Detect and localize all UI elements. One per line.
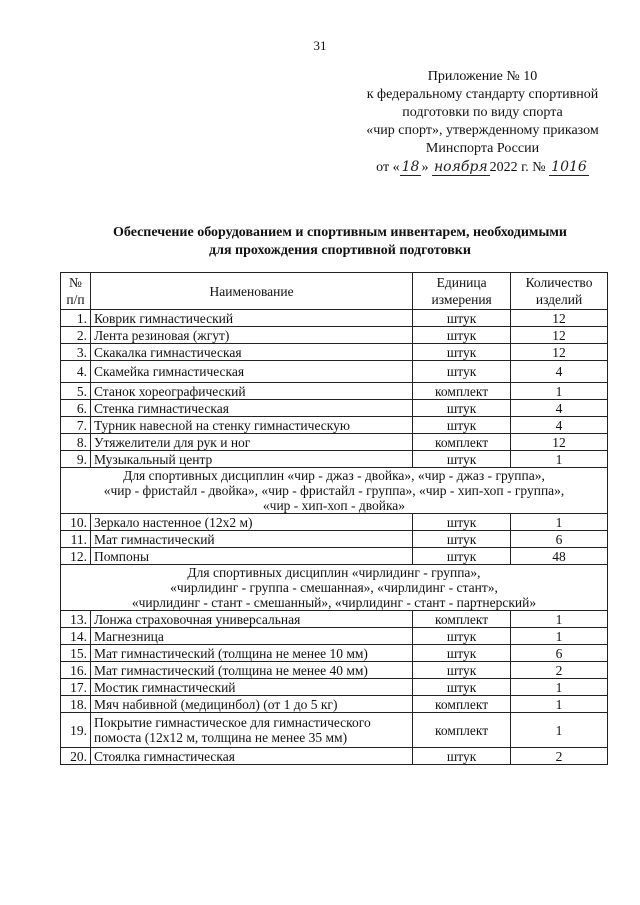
row-unit: штук	[413, 514, 511, 531]
table-row	[61, 451, 608, 468]
row-qty: 12	[511, 310, 608, 327]
row-num: 8.	[61, 434, 91, 451]
title-line-1: Обеспечение оборудованием и спортивным инвентарем, необходимыми	[113, 225, 567, 240]
row-unit: комплект	[413, 696, 511, 713]
table-row	[61, 696, 608, 713]
header-unit: Единица измерения	[413, 273, 511, 310]
row-name: Лонжа страховочная универсальная	[90, 611, 412, 628]
row-name: Скакалка гимнастическая	[90, 344, 412, 361]
table-row	[61, 400, 608, 417]
row-unit: штук	[413, 548, 511, 565]
handwritten-order-number: 1016	[551, 159, 587, 175]
row-num: 5.	[61, 383, 91, 400]
row-name: Лента резиновая (жгут)	[90, 327, 412, 344]
row-unit: штук	[413, 310, 511, 327]
row-name: Турник навесной на стенку гимнастическую	[90, 417, 412, 434]
row-unit: штук	[413, 662, 511, 679]
table-row	[61, 548, 608, 565]
row-qty: 1	[511, 451, 608, 468]
row-qty: 4	[511, 361, 608, 383]
row-qty: 12	[511, 327, 608, 344]
row-num: 2.	[61, 327, 91, 344]
row-unit: штук	[413, 645, 511, 662]
appendix-line-3: подготовки по виду спорта	[402, 105, 563, 120]
row-num: 7.	[61, 417, 91, 434]
date-prefix: от «	[376, 160, 400, 175]
row-name: Коврик гимнастический	[90, 310, 412, 327]
row-name: Мат гимнастический (толщина не менее 10 мм)	[90, 645, 412, 662]
row-num: 19.	[61, 713, 91, 748]
row-num: 10.	[61, 514, 91, 531]
page-number: 31	[313, 38, 327, 53]
appendix-line-5: Минспорта России	[425, 141, 540, 156]
appendix-line-4: «чир спорт», утвержденному приказом	[366, 123, 599, 138]
table-row	[61, 748, 608, 765]
appendix-line-1: Приложение № 10	[427, 69, 538, 84]
table-row	[61, 713, 608, 748]
row-num: 11.	[61, 531, 91, 548]
row-name: Мостик гимнастический	[90, 679, 412, 696]
section-heading-cheerleading	[61, 565, 608, 611]
table-row	[61, 417, 608, 434]
row-name: Стенка гимнастическая	[90, 400, 412, 417]
row-qty: 4	[511, 417, 608, 434]
row-num: 4.	[61, 361, 91, 383]
row-unit: штук	[413, 451, 511, 468]
row-unit: штук	[413, 748, 511, 765]
table-row	[61, 628, 608, 645]
row-unit: комплект	[413, 713, 511, 748]
title-line-2: для прохождения спортивной подготовки	[209, 243, 471, 258]
row-qty: 1	[511, 713, 608, 748]
row-name: Помпоны	[90, 548, 412, 565]
row-name: Скамейка гимнастическая	[90, 361, 412, 383]
row-unit: штук	[413, 361, 511, 383]
row-name: Утяжелители для рук и ног	[90, 434, 412, 451]
row-unit: комплект	[413, 383, 511, 400]
row-name: Мяч набивной (медицинбол) (от 1 до 5 кг)	[90, 696, 412, 713]
equipment-table	[60, 272, 608, 765]
table-row	[61, 434, 608, 451]
row-unit: комплект	[413, 434, 511, 451]
row-qty: 1	[511, 514, 608, 531]
section-row	[61, 468, 608, 514]
table-row	[61, 679, 608, 696]
row-name: Музыкальный центр	[90, 451, 412, 468]
row-num: 1.	[61, 310, 91, 327]
row-unit: штук	[413, 417, 511, 434]
row-name: Мат гимнастический	[90, 531, 412, 548]
section1-line-1: Для спортивных дисциплин «чир - джаз - двойка», «чир - джаз - группа»,	[123, 468, 545, 483]
document-title	[60, 224, 620, 260]
row-unit: штук	[413, 327, 511, 344]
table-row	[61, 327, 608, 344]
section2-line-1: Для спортивных дисциплин «чирлидинг - группа»,	[187, 565, 481, 580]
table-row	[61, 531, 608, 548]
appendix-block	[340, 68, 625, 177]
row-qty: 6	[511, 531, 608, 548]
row-unit: комплект	[413, 611, 511, 628]
section1-line-2: «чир - фристайл - двойка», «чир - фристайл - группа», «чир - хип-хоп - группа»,	[103, 483, 565, 498]
header-num: № п/п	[61, 273, 91, 310]
table-row	[61, 645, 608, 662]
row-num: 13.	[61, 611, 91, 628]
handwritten-month: ноября	[433, 159, 488, 175]
handwritten-day: 18	[401, 159, 420, 175]
date-year: 2022 г. №	[489, 160, 546, 175]
order-date-line	[340, 158, 625, 177]
table-row	[61, 344, 608, 361]
section-row	[61, 565, 608, 611]
row-qty: 2	[511, 662, 608, 679]
section-heading-cheer	[61, 468, 608, 514]
row-num: 12.	[61, 548, 91, 565]
row-qty: 1	[511, 696, 608, 713]
row-qty: 12	[511, 344, 608, 361]
row-qty: 4	[511, 400, 608, 417]
row-name: Мат гимнастический (толщина не менее 40 мм)	[90, 662, 412, 679]
row-name: Покрытие гимнастическое для гимнастического помоста (12х12 м, толщина не менее 35 мм)	[90, 713, 412, 748]
row-qty: 48	[511, 548, 608, 565]
row-num: 17.	[61, 679, 91, 696]
row-qty: 2	[511, 748, 608, 765]
section1-line-3: «чир - хип-хоп - двойка»	[262, 498, 406, 513]
row-num: 15.	[61, 645, 91, 662]
row-num: 16.	[61, 662, 91, 679]
table-row	[61, 361, 608, 383]
row-qty: 12	[511, 434, 608, 451]
row-num: 18.	[61, 696, 91, 713]
row-qty: 1	[511, 383, 608, 400]
row-num: 9.	[61, 451, 91, 468]
row-qty: 1	[511, 628, 608, 645]
row-qty: 1	[511, 611, 608, 628]
date-mid: »	[421, 160, 429, 175]
header-name: Наименование	[90, 273, 412, 310]
row-qty: 6	[511, 645, 608, 662]
appendix-line-2: к федеральному стандарту спортивной	[366, 87, 599, 102]
row-name: Стоялка гимнастическая	[90, 748, 412, 765]
row-num: 3.	[61, 344, 91, 361]
section2-line-2: «чирлидинг - группа - смешанная», «чирлидинг - стант»,	[170, 580, 498, 595]
section2-line-3: «чирлидинг - стант - смешанный», «чирлидинг - стант - партнерский»	[131, 595, 537, 610]
table-row	[61, 662, 608, 679]
table-row	[61, 514, 608, 531]
row-unit: штук	[413, 531, 511, 548]
row-name: Станок хореографический	[90, 383, 412, 400]
row-qty: 1	[511, 679, 608, 696]
row-name: Зеркало настенное (12х2 м)	[90, 514, 412, 531]
row-unit: штук	[413, 344, 511, 361]
table-row	[61, 383, 608, 400]
row-unit: штук	[413, 679, 511, 696]
header-qty: Количество изделий	[511, 273, 608, 310]
row-unit: штук	[413, 628, 511, 645]
row-num: 20.	[61, 748, 91, 765]
row-name: Магнезница	[90, 628, 412, 645]
row-num: 14.	[61, 628, 91, 645]
row-num: 6.	[61, 400, 91, 417]
table-row	[61, 611, 608, 628]
table-row	[61, 310, 608, 327]
row-unit: штук	[413, 400, 511, 417]
